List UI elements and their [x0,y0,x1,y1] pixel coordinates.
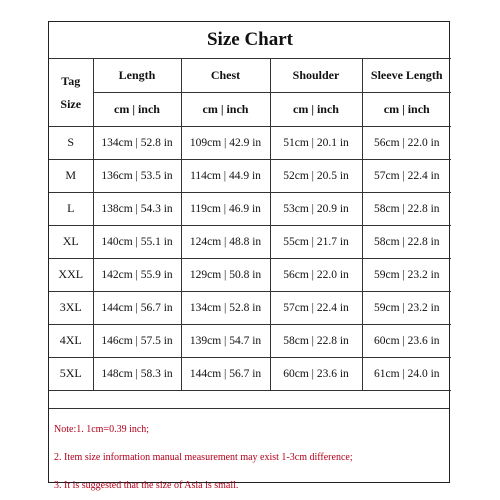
shoulder-cell: 56cm | 22.0 in [270,259,362,292]
chart-title: Size Chart [49,22,451,59]
chest-cell: 139cm | 54.7 in [181,325,270,358]
table-row [49,127,451,160]
column-header-length: Length [93,59,181,93]
table-row [49,160,451,193]
length-cell: 146cm | 57.5 in [93,325,181,358]
sleeve-length-cell: 59cm | 23.2 in [362,259,451,292]
length-cell: 134cm | 52.8 in [93,127,181,160]
unit-header-chest: cm | inch [181,93,270,127]
table-row [49,193,451,226]
size-label: M [49,160,93,193]
shoulder-cell: 58cm | 22.8 in [270,325,362,358]
sleeve-length-cell: 60cm | 23.6 in [362,325,451,358]
tag-header-line1: Tag [61,73,81,88]
shoulder-cell: 57cm | 22.4 in [270,292,362,325]
chest-cell: 129cm | 50.8 in [181,259,270,292]
tag-size-header [49,59,93,127]
notes-section [49,408,449,491]
length-cell: 136cm | 53.5 in [93,160,181,193]
size-label: 4XL [49,325,93,358]
shoulder-cell: 51cm | 20.1 in [270,127,362,160]
size-label: L [49,193,93,226]
size-label: 3XL [49,292,93,325]
chest-cell: 119cm | 46.9 in [181,193,270,226]
size-label: XXL [49,259,93,292]
column-header-sleeve-length: Sleeve Length [362,59,451,93]
size-label: 5XL [49,358,93,391]
table-row [49,325,451,358]
sleeve-length-cell: 61cm | 24.0 in [362,358,451,391]
table-row [49,259,451,292]
column-header-chest: Chest [181,59,270,93]
table-row [49,358,451,391]
size-chart-table [49,22,451,391]
note-3: 3. It is suggested that the size of Asia is small. [54,480,239,491]
unit-header-shoulder: cm | inch [270,93,362,127]
length-cell: 144cm | 56.7 in [93,292,181,325]
unit-header-sleeve-length: cm | inch [362,93,451,127]
length-cell: 138cm | 54.3 in [93,193,181,226]
chest-cell: 124cm | 48.8 in [181,226,270,259]
sleeve-length-cell: 59cm | 23.2 in [362,292,451,325]
length-cell: 148cm | 58.3 in [93,358,181,391]
chest-cell: 134cm | 52.8 in [181,292,270,325]
length-cell: 140cm | 55.1 in [93,226,181,259]
sleeve-length-cell: 56cm | 22.0 in [362,127,451,160]
note-1: Note:1. 1cm=0.39 inch; [54,424,150,435]
shoulder-cell: 53cm | 20.9 in [270,193,362,226]
chest-cell: 109cm | 42.9 in [181,127,270,160]
sleeve-length-cell: 58cm | 22.8 in [362,193,451,226]
size-label: XL [49,226,93,259]
length-cell: 142cm | 55.9 in [93,259,181,292]
size-label: S [49,127,93,160]
size-chart-frame [48,21,450,491]
shoulder-cell: 60cm | 23.6 in [270,358,362,391]
table-row [49,226,451,259]
sleeve-length-cell: 57cm | 22.4 in [362,160,451,193]
column-header-shoulder: Shoulder [270,59,362,93]
tag-header-line2: Size [60,96,82,111]
chest-cell: 144cm | 56.7 in [181,358,270,391]
chest-cell: 114cm | 44.9 in [181,160,270,193]
unit-header-length: cm | inch [93,93,181,127]
shoulder-cell: 52cm | 20.5 in [270,160,362,193]
note-2: 2. Item size information manual measurement may exist 1-3cm difference; [54,452,353,463]
table-row [49,292,451,325]
sleeve-length-cell: 58cm | 22.8 in [362,226,451,259]
shoulder-cell: 55cm | 21.7 in [270,226,362,259]
